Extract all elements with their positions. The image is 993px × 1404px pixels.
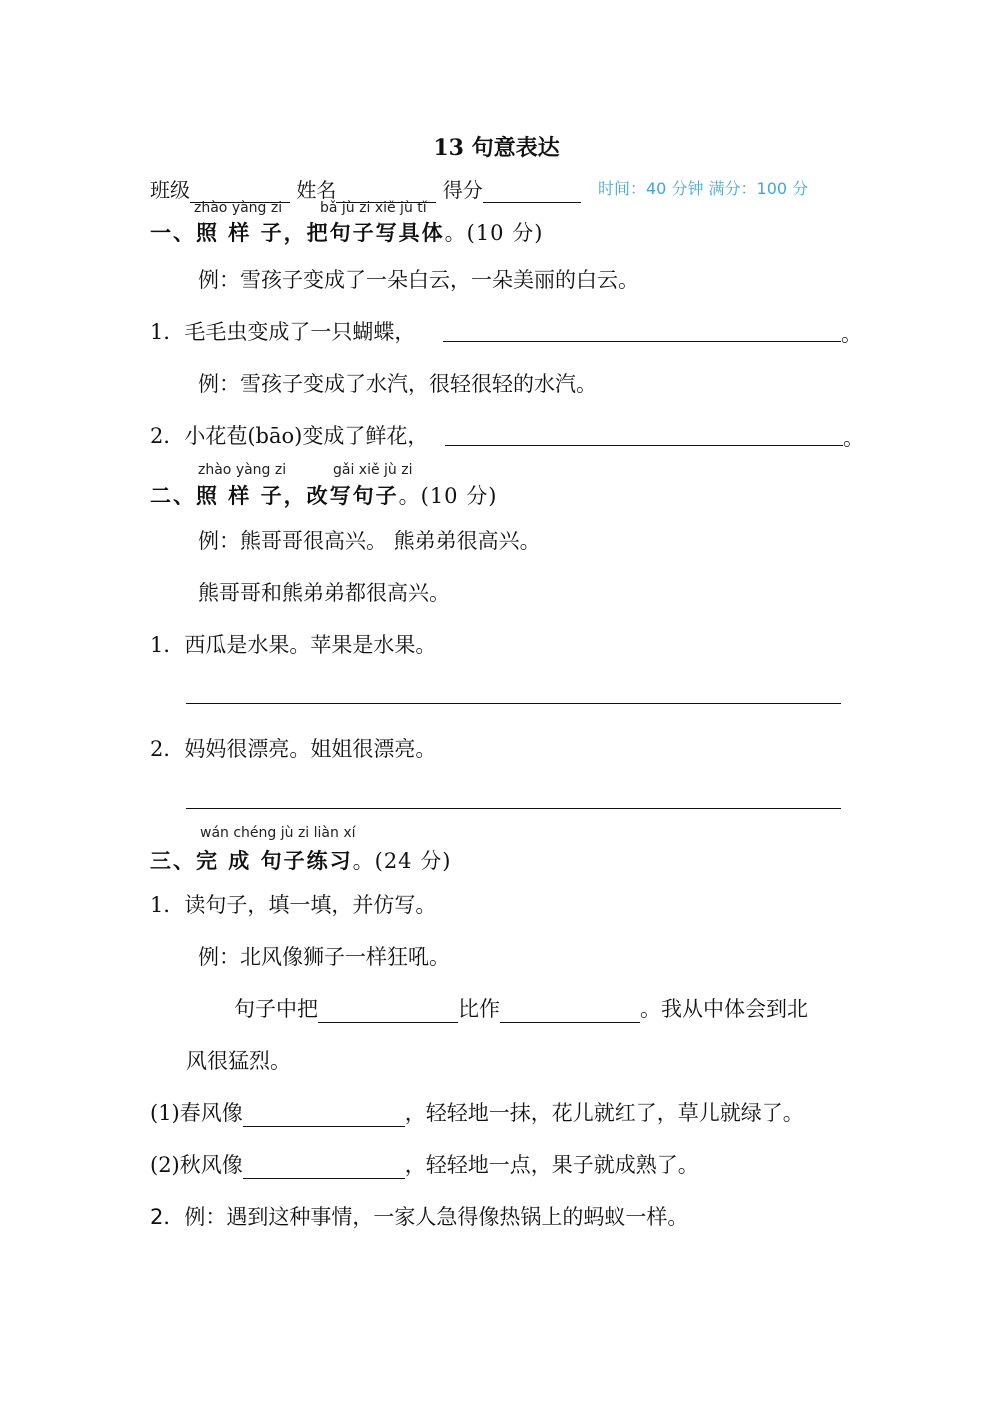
sub1-suffix: ，轻轻地一抹，花儿就红了，草儿就绿了。 xyxy=(404,1101,804,1125)
sub1-prefix: (1)春风像 xyxy=(150,1101,243,1125)
fill-part3: 。我从中体会到北 xyxy=(640,997,808,1021)
fill-part1: 句子中把 xyxy=(234,997,318,1021)
section3-heading-text: 三、完 成 句子练习 xyxy=(150,849,353,873)
section1-q2: 2．小花苞(bāo)变成了鲜花， xyxy=(150,424,429,448)
page-title: 13 句意表达 xyxy=(433,135,560,161)
section1-q1-answer-line[interactable] xyxy=(443,341,841,342)
score-field[interactable] xyxy=(483,180,581,203)
fill-blank-1[interactable] xyxy=(318,998,458,1023)
section2-heading xyxy=(150,480,497,510)
section2-heading-text: 二、照 样 子，改写句子 xyxy=(150,484,399,508)
section3-q2: 2．例：遇到这种事情，一家人急得像热锅上的蚂蚁一样。 xyxy=(150,1205,689,1229)
time-score-meta: 时间：40 分钟 满分：100 分 xyxy=(598,179,809,198)
section3-q1: 1．读句子，填一填，并仿写。 xyxy=(150,893,437,917)
section2-example-line2: 熊哥哥和熊弟弟都很高兴。 xyxy=(198,581,450,605)
section1-points: 。(10 分) xyxy=(444,221,544,245)
section3-sub1 xyxy=(150,1097,804,1127)
section3-sub2 xyxy=(150,1149,699,1179)
section3-fill-sentence xyxy=(234,993,808,1023)
fill-part2: 比作 xyxy=(458,997,500,1021)
section1-q1: 1．毛毛虫变成了一只蝴蝶， xyxy=(150,320,416,344)
section2-q2-answer-line[interactable] xyxy=(186,808,841,809)
pinyin-zhao-yang-zi-2: zhào yàng zi xyxy=(198,462,287,478)
sub1-blank[interactable] xyxy=(243,1102,405,1127)
section1-heading xyxy=(150,217,543,247)
section2-points: 。(10 分) xyxy=(398,484,498,508)
section2-example-line1: 例：熊哥哥很高兴。 熊弟弟很高兴。 xyxy=(198,529,541,553)
score-label: 得分 xyxy=(442,178,483,202)
section1-q2-period: 。 xyxy=(843,426,864,450)
section1-example2: 例：雪孩子变成了水汽，很轻很轻的水汽。 xyxy=(198,372,597,396)
section1-q1-period: 。 xyxy=(841,322,862,346)
pinyin-zhao-yang-zi: zhào yàng zi xyxy=(194,200,283,216)
pinyin-wan-cheng: wán chéng jù zi liàn xí xyxy=(200,825,356,841)
name-label: 姓名 xyxy=(296,178,337,202)
section3-fill-continuation: 风很猛烈。 xyxy=(186,1049,291,1073)
sub2-blank[interactable] xyxy=(243,1154,405,1179)
pinyin-gai-xie-ju-zi: gǎi xiě jù zi xyxy=(333,462,413,478)
section1-example1: 例：雪孩子变成了一朵白云，一朵美丽的白云。 xyxy=(198,268,639,292)
section1-heading-text: 一、照 样 子，把句子写具体 xyxy=(150,221,445,245)
section3-points: 。(24 分) xyxy=(352,849,452,873)
section3-example: 例：北风像狮子一样狂吼。 xyxy=(198,945,450,969)
section3-heading xyxy=(150,845,451,875)
class-label: 班级 xyxy=(150,178,190,202)
section2-q1-answer-line[interactable] xyxy=(186,703,841,704)
sub2-suffix: ，轻轻地一点，果子就成熟了。 xyxy=(404,1153,699,1177)
sub2-prefix: (2)秋风像 xyxy=(150,1153,243,1177)
fill-blank-2[interactable] xyxy=(500,998,640,1023)
pinyin-ba-ju-zi: bǎ jù zi xiě jù tǐ xyxy=(320,200,427,216)
section2-q2: 2．妈妈很漂亮。姐姐很漂亮。 xyxy=(150,737,437,761)
student-info-row xyxy=(150,174,581,203)
section2-q1: 1．西瓜是水果。苹果是水果。 xyxy=(150,633,437,657)
section1-q2-answer-line[interactable] xyxy=(445,445,843,446)
